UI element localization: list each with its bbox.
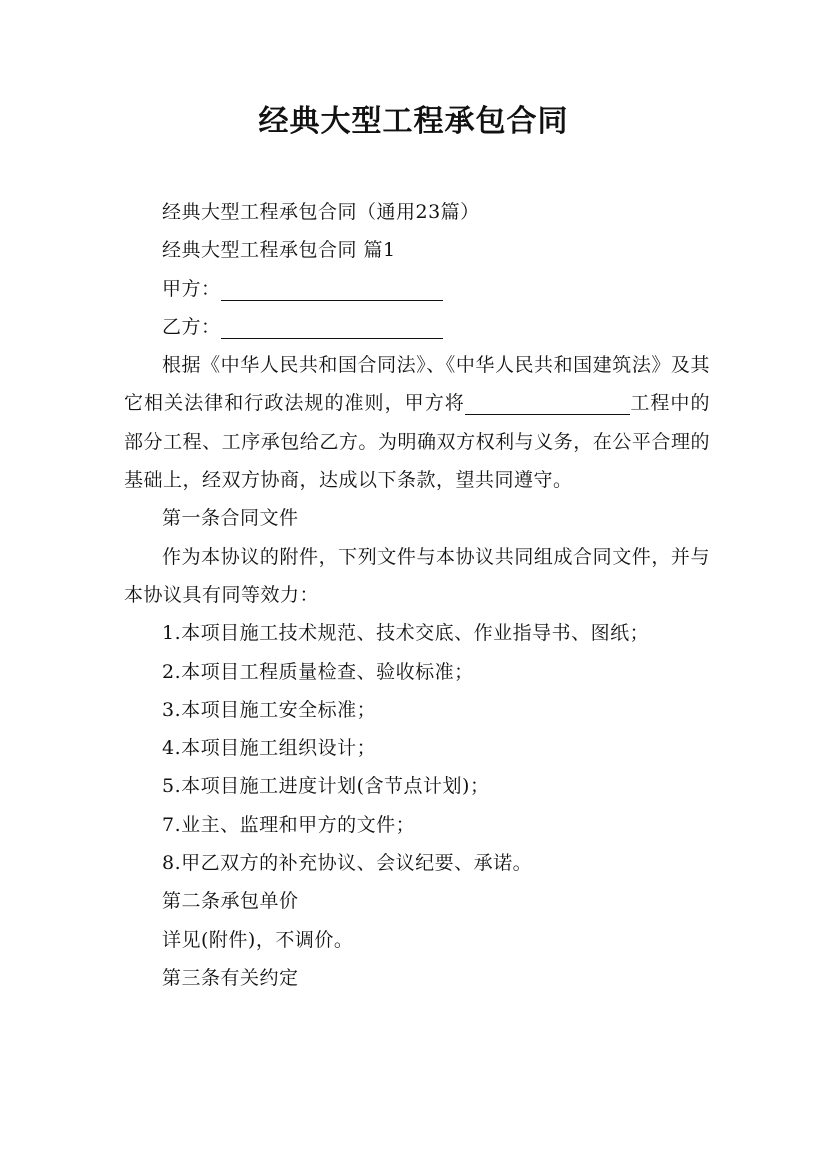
article-3-title: 第三条有关约定	[162, 966, 299, 989]
list-item-3: 3.本项目施工安全标准；	[162, 698, 377, 721]
article-1-title: 第一条合同文件	[162, 507, 299, 530]
list-item-5: 5.本项目施工进度计划(含节点计划)；	[162, 775, 490, 798]
list-item-7: 7.业主、监理和甲方的文件；	[162, 813, 416, 836]
part-heading: 经典大型工程承包合同 篇1	[162, 239, 396, 262]
intro-text-2: 工程中的部分工程、工序承包给乙方。为明确双方权利与义务，在公平合理的基础上，经双方协商，达成以下条款，望共同遵守。	[124, 392, 710, 492]
party-b-label: 乙方：	[162, 315, 221, 338]
article-2-text: 详见(附件)，不调价。	[162, 928, 354, 951]
list-item-1: 1.本项目施工技术规范、技术交底、作业指导书、图纸；	[162, 622, 650, 645]
document-title: 经典大型工程承包合同	[258, 104, 569, 139]
intro-paragraph	[124, 346, 710, 499]
list-item-4: 4.本项目施工组织设计；	[162, 737, 377, 760]
article-2-title: 第二条承包单价	[162, 890, 299, 913]
party-a-line	[124, 270, 710, 308]
project-name-blank	[465, 388, 630, 415]
party-b-blank	[221, 312, 443, 339]
list-item-8: 8.甲乙双方的补充协议、会议纪要、承诺。	[162, 852, 533, 875]
document-body	[124, 193, 710, 997]
party-a-blank	[221, 274, 443, 301]
party-b-line	[124, 308, 710, 346]
subtitle: 经典大型工程承包合同（通用23篇）	[162, 201, 480, 223]
intro-text-1: 根据《中华人民共和国合同法》、《中华人民共和国建筑法》及其它相关法律和行政法规的准则，甲方将	[124, 354, 710, 415]
article-1-text: 作为本协议的附件，下列文件与本协议共同组成合同文件，并与本协议具有同等效力：	[124, 545, 710, 606]
party-a-label: 甲方：	[162, 277, 221, 300]
list-item-2: 2.本项目工程质量检查、验收标准；	[162, 660, 474, 683]
